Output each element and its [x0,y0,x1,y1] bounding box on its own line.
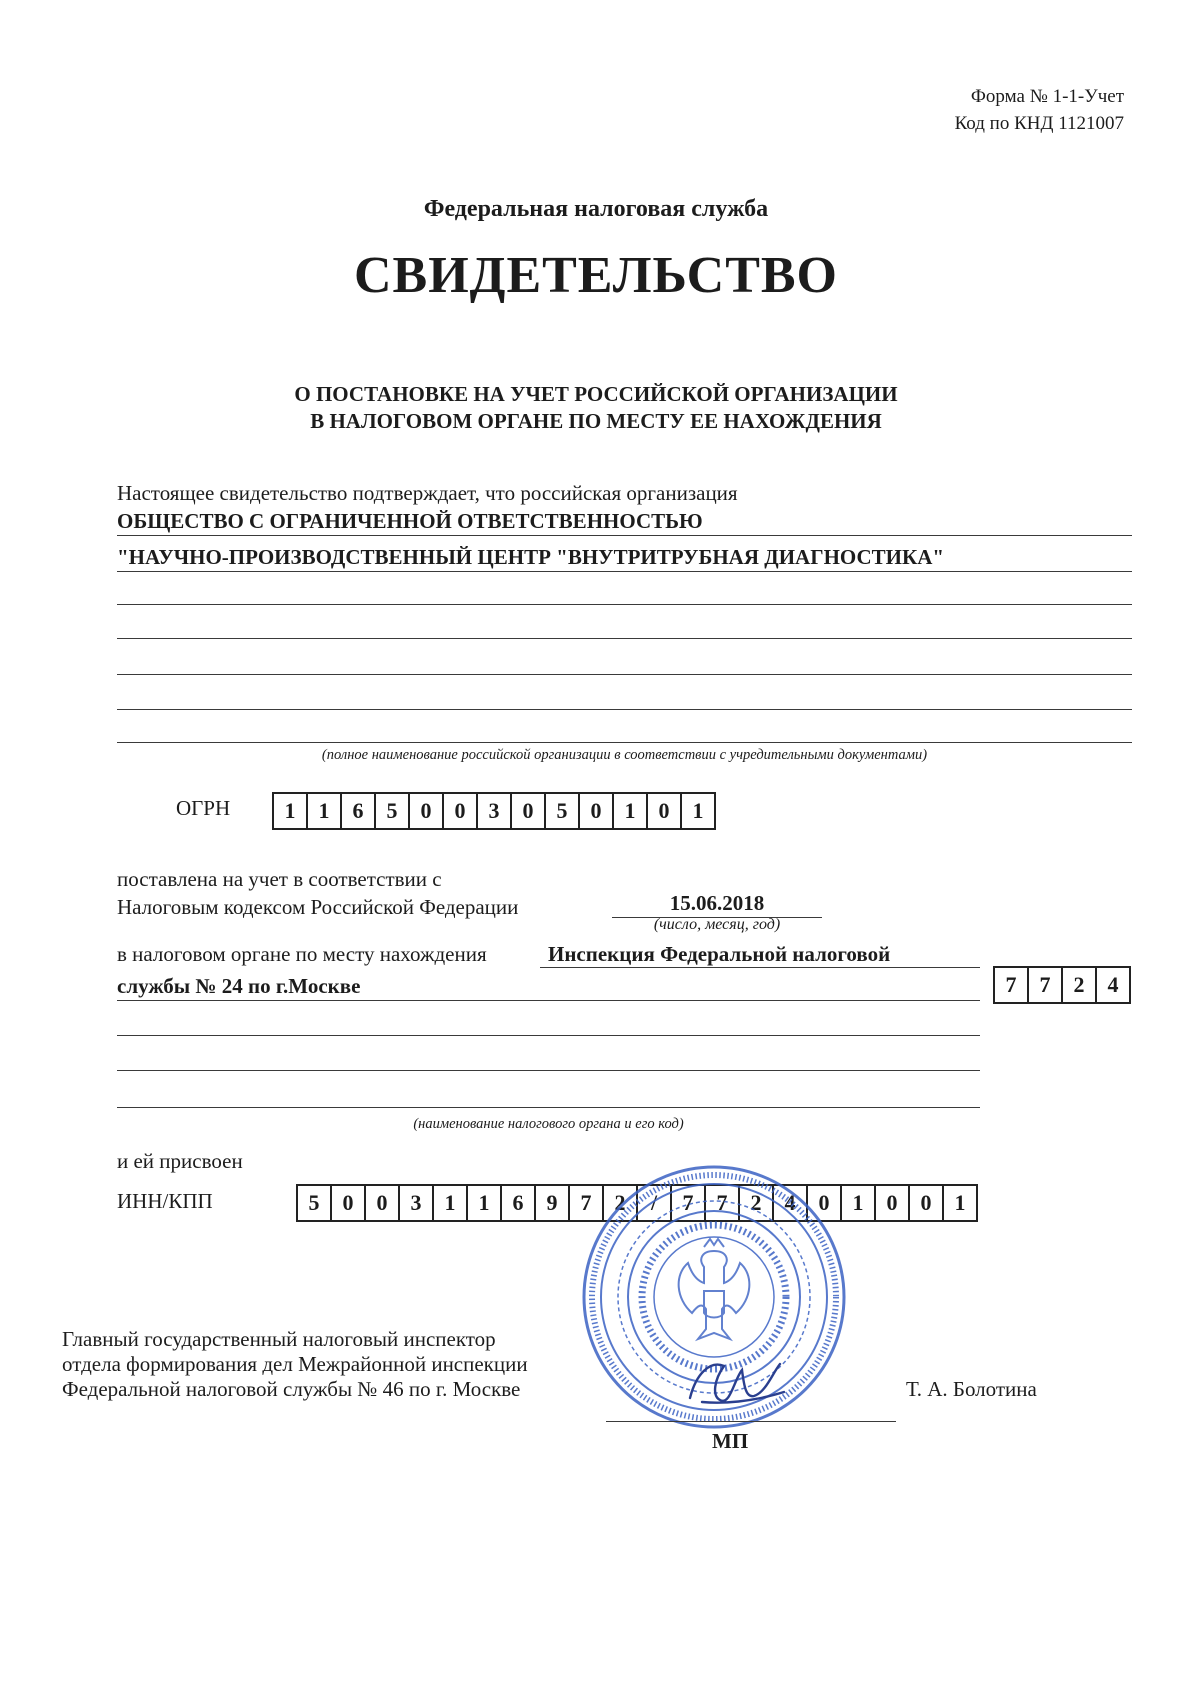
assignment-intro: и ей присвоен [117,1149,243,1173]
signatory-position-line-1: Главный государственный налоговый инспектор [62,1327,496,1351]
org-name-line-2: "НАУЧНО-ПРОИЗВОДСТВЕННЫЙ ЦЕНТР "ВНУТРИТРУБНАЯ ДИАГНОСТИКА" [117,545,945,569]
inn-kpp-separator-cell: / [638,1186,672,1220]
signatory-name: Т. А. Болотина [906,1377,1037,1401]
inn-digit-cell: 3 [400,1186,434,1220]
inn-digit-cell: 0 [366,1186,400,1220]
inn-digit-cell: 9 [536,1186,570,1220]
confirmation-intro: Настоящее свидетельство подтверждает, что российская организация [117,481,738,505]
authority-blank-line [117,1107,980,1108]
coat-of-arms-icon [679,1239,750,1339]
kpp-digit-cell: 4 [774,1186,808,1220]
inn-digit-cell: 5 [298,1186,332,1220]
ogrn-digit-cell: 0 [648,794,682,828]
inn-digit-cell: 2 [604,1186,638,1220]
authority-code-digit-cell: 2 [1063,968,1097,1002]
authority-code-digit-cell: 7 [995,968,1029,1002]
org-blank-line [117,742,1132,743]
authority-code-digit-cell: 7 [1029,968,1063,1002]
authority-underline-2 [117,1000,980,1001]
org-blank-line [117,604,1132,605]
kpp-digit-cell: 1 [954,1190,966,1215]
kpp-digit-cell: 0 [876,1186,910,1220]
authority-blank-line [117,1035,980,1036]
signature-image [672,1340,792,1420]
form-number: Форма № 1-1-Учет [970,86,1124,107]
ogrn-label: ОГРН [176,796,231,820]
seal-label: МП [712,1429,749,1453]
org-blank-line [117,638,1132,639]
kpp-digit-cell: 7 [706,1186,740,1220]
authority-code-digit-cell: 4 [1107,972,1119,997]
ogrn-digit-cell: 1 [308,794,342,828]
subtitle-line-1: О ПОСТАНОВКЕ НА УЧЕТ РОССИЙСКОЙ ОРГАНИЗАЦИИ [294,382,898,406]
ogrn-digit-cell: 3 [478,794,512,828]
org-blank-line [117,674,1132,675]
kpp-digit-cell: 7 [672,1186,706,1220]
org-name-underline-1 [117,535,1132,536]
ogrn-digit-cell: 5 [376,794,410,828]
registration-date-caption: (число, месяц, год) [653,916,781,933]
kpp-digit-cell: 1 [842,1186,876,1220]
inn-digit-cell: 6 [502,1186,536,1220]
agency-name: Федеральная налоговая служба [423,196,769,222]
ogrn-digit-cell: 1 [274,794,308,828]
ogrn-field [272,792,716,830]
authority-blank-line [117,1070,980,1071]
signatory-position-line-3: Федеральной налоговой службы № 46 по г. Москве [62,1377,521,1401]
org-name-caption: (полное наименование российской организации в соответствии с учредительными документами) [321,747,928,763]
kpp-digit-cell: 2 [740,1186,774,1220]
ogrn-digit-cell: 0 [512,794,546,828]
registration-line-2: Налоговым кодексом Российской Федерации [117,895,519,919]
ogrn-digit-cell: 0 [444,794,478,828]
subtitle-line-2: В НАЛОГОВОМ ОРГАНЕ ПО МЕСТУ ЕЕ НАХОЖДЕНИЯ [310,409,882,433]
ogrn-digit-cell: 1 [692,798,704,823]
authority-code-field [993,966,1131,1004]
signature-line [606,1421,896,1422]
org-name-line-1: ОБЩЕСТВО С ОГРАНИЧЕННОЙ ОТВЕТСТВЕННОСТЬЮ [117,509,703,533]
inn-digit-cell: 1 [468,1186,502,1220]
org-blank-line [117,709,1132,710]
inn-digit-cell: 7 [570,1186,604,1220]
org-name-underline-2 [117,571,1132,572]
document-title: СВИДЕТЕЛЬСТВО [353,247,839,304]
inn-digit-cell: 1 [434,1186,468,1220]
kpp-digit-cell: 0 [910,1186,944,1220]
ogrn-digit-cell: 5 [546,794,580,828]
signatory-position-line-2: отдела формирования дел Межрайонной инспекции [62,1352,528,1376]
kpp-digit-cell: 0 [808,1186,842,1220]
ogrn-digit-cell: 1 [614,794,648,828]
ogrn-digit-cell: 0 [410,794,444,828]
authority-name-line-1: Инспекция Федеральной налоговой [548,942,891,966]
authority-caption: (наименование налогового органа и его код) [413,1116,684,1132]
authority-name-line-2: службы № 24 по г.Москве [117,974,361,998]
form-code: Код по КНД 1121007 [954,113,1124,134]
inn-kpp-label: ИНН/КПП [117,1189,213,1213]
ogrn-digit-cell: 0 [580,794,614,828]
registration-date: 15.06.2018 [669,891,765,915]
authority-prefix: в налоговом органе по месту нахождения [117,942,487,966]
ogrn-digit-cell: 6 [342,794,376,828]
registration-line-1: поставлена на учет в соответствии с [117,867,442,891]
authority-underline-1 [540,967,980,968]
inn-digit-cell: 0 [332,1186,366,1220]
